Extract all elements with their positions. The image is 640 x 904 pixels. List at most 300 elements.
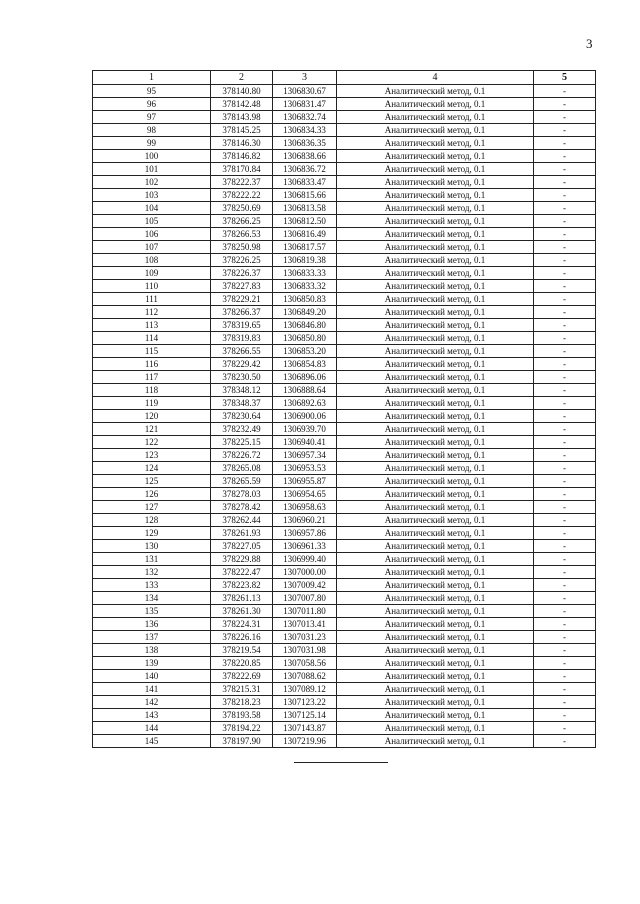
- table-header-row: [93, 71, 596, 85]
- x-coordinate-cell: 378319.83: [211, 332, 273, 345]
- note-cell: -: [534, 488, 596, 501]
- table-row: [93, 215, 596, 228]
- note-cell: -: [534, 124, 596, 137]
- table-row: [93, 605, 596, 618]
- method-cell: Аналитический метод, 0.1: [337, 553, 534, 566]
- point-number-cell: 98: [93, 124, 211, 137]
- note-cell: -: [534, 111, 596, 124]
- y-coordinate-cell: 1307031.23: [273, 631, 337, 644]
- x-coordinate-cell: 378218.23: [211, 696, 273, 709]
- x-coordinate-cell: 378232.49: [211, 423, 273, 436]
- method-cell: Аналитический метод, 0.1: [337, 319, 534, 332]
- note-cell: -: [534, 293, 596, 306]
- header-col-1: 1: [93, 71, 211, 85]
- note-cell: -: [534, 410, 596, 423]
- y-coordinate-cell: 1307009.42: [273, 579, 337, 592]
- table-row: [93, 267, 596, 280]
- x-coordinate-cell: 378222.37: [211, 176, 273, 189]
- x-coordinate-cell: 378266.55: [211, 345, 273, 358]
- table-row: [93, 189, 596, 202]
- note-cell: -: [534, 189, 596, 202]
- note-cell: -: [534, 579, 596, 592]
- x-coordinate-cell: 378265.59: [211, 475, 273, 488]
- table-row: [93, 514, 596, 527]
- x-coordinate-cell: 378170.84: [211, 163, 273, 176]
- x-coordinate-cell: 378226.16: [211, 631, 273, 644]
- point-number-cell: 144: [93, 722, 211, 735]
- point-number-cell: 115: [93, 345, 211, 358]
- header-col-2: 2: [211, 71, 273, 85]
- point-number-cell: 117: [93, 371, 211, 384]
- method-cell: Аналитический метод, 0.1: [337, 501, 534, 514]
- point-number-cell: 123: [93, 449, 211, 462]
- x-coordinate-cell: 378266.53: [211, 228, 273, 241]
- point-number-cell: 101: [93, 163, 211, 176]
- table-row: [93, 358, 596, 371]
- method-cell: Аналитический метод, 0.1: [337, 306, 534, 319]
- note-cell: -: [534, 618, 596, 631]
- note-cell: -: [534, 228, 596, 241]
- x-coordinate-cell: 378143.98: [211, 111, 273, 124]
- note-cell: -: [534, 384, 596, 397]
- method-cell: Аналитический метод, 0.1: [337, 189, 534, 202]
- point-number-cell: 122: [93, 436, 211, 449]
- method-cell: Аналитический метод, 0.1: [337, 124, 534, 137]
- y-coordinate-cell: 1307000.00: [273, 566, 337, 579]
- x-coordinate-cell: 378215.31: [211, 683, 273, 696]
- y-coordinate-cell: 1306819.38: [273, 254, 337, 267]
- page-number: 3: [586, 36, 593, 51]
- y-coordinate-cell: 1306960.21: [273, 514, 337, 527]
- point-number-cell: 139: [93, 657, 211, 670]
- table-row: [93, 592, 596, 605]
- x-coordinate-cell: 378225.15: [211, 436, 273, 449]
- x-coordinate-cell: 378146.82: [211, 150, 273, 163]
- y-coordinate-cell: 1306892.63: [273, 397, 337, 410]
- x-coordinate-cell: 378146.30: [211, 137, 273, 150]
- y-coordinate-cell: 1306833.32: [273, 280, 337, 293]
- point-number-cell: 133: [93, 579, 211, 592]
- note-cell: -: [534, 462, 596, 475]
- point-number-cell: 129: [93, 527, 211, 540]
- method-cell: Аналитический метод, 0.1: [337, 345, 534, 358]
- point-number-cell: 100: [93, 150, 211, 163]
- x-coordinate-cell: 378278.03: [211, 488, 273, 501]
- note-cell: -: [534, 397, 596, 410]
- y-coordinate-cell: 1306838.66: [273, 150, 337, 163]
- table-row: [93, 150, 596, 163]
- y-coordinate-cell: 1306954.65: [273, 488, 337, 501]
- table-row: [93, 553, 596, 566]
- y-coordinate-cell: 1307125.14: [273, 709, 337, 722]
- x-coordinate-cell: 378197.90: [211, 735, 273, 748]
- x-coordinate-cell: 378145.25: [211, 124, 273, 137]
- y-coordinate-cell: 1306854.83: [273, 358, 337, 371]
- header-col-5: 5: [534, 71, 596, 85]
- x-coordinate-cell: 378266.25: [211, 215, 273, 228]
- table-row: [93, 735, 596, 748]
- method-cell: Аналитический метод, 0.1: [337, 358, 534, 371]
- note-cell: -: [534, 319, 596, 332]
- table-row: [93, 332, 596, 345]
- point-number-cell: 111: [93, 293, 211, 306]
- point-number-cell: 120: [93, 410, 211, 423]
- note-cell: -: [534, 345, 596, 358]
- method-cell: Аналитический метод, 0.1: [337, 371, 534, 384]
- point-number-cell: 143: [93, 709, 211, 722]
- point-number-cell: 128: [93, 514, 211, 527]
- header-col-4: 4: [337, 71, 534, 85]
- y-coordinate-cell: 1306817.57: [273, 241, 337, 254]
- method-cell: Аналитический метод, 0.1: [337, 85, 534, 98]
- point-number-cell: 140: [93, 670, 211, 683]
- method-cell: Аналитический метод, 0.1: [337, 540, 534, 553]
- method-cell: Аналитический метод, 0.1: [337, 722, 534, 735]
- x-coordinate-cell: 378223.82: [211, 579, 273, 592]
- point-number-cell: 142: [93, 696, 211, 709]
- table-row: [93, 566, 596, 579]
- y-coordinate-cell: 1306940.41: [273, 436, 337, 449]
- x-coordinate-cell: 378226.25: [211, 254, 273, 267]
- y-coordinate-cell: 1306958.63: [273, 501, 337, 514]
- x-coordinate-cell: 378194.22: [211, 722, 273, 735]
- x-coordinate-cell: 378266.37: [211, 306, 273, 319]
- note-cell: -: [534, 449, 596, 462]
- y-coordinate-cell: 1306831.47: [273, 98, 337, 111]
- point-number-cell: 138: [93, 644, 211, 657]
- x-coordinate-cell: 378222.22: [211, 189, 273, 202]
- note-cell: -: [534, 176, 596, 189]
- method-cell: Аналитический метод, 0.1: [337, 579, 534, 592]
- note-cell: -: [534, 540, 596, 553]
- point-number-cell: 106: [93, 228, 211, 241]
- point-number-cell: 102: [93, 176, 211, 189]
- note-cell: -: [534, 501, 596, 514]
- note-cell: -: [534, 566, 596, 579]
- method-cell: Аналитический метод, 0.1: [337, 657, 534, 670]
- note-cell: -: [534, 371, 596, 384]
- table-row: [93, 293, 596, 306]
- note-cell: -: [534, 605, 596, 618]
- method-cell: Аналитический метод, 0.1: [337, 618, 534, 631]
- note-cell: -: [534, 267, 596, 280]
- x-coordinate-cell: 378193.58: [211, 709, 273, 722]
- method-cell: Аналитический метод, 0.1: [337, 163, 534, 176]
- note-cell: -: [534, 254, 596, 267]
- y-coordinate-cell: 1306939.70: [273, 423, 337, 436]
- point-number-cell: 105: [93, 215, 211, 228]
- note-cell: -: [534, 150, 596, 163]
- table-row: [93, 306, 596, 319]
- table-row: [93, 462, 596, 475]
- note-cell: -: [534, 644, 596, 657]
- point-number-cell: 126: [93, 488, 211, 501]
- table-row: [93, 228, 596, 241]
- method-cell: Аналитический метод, 0.1: [337, 332, 534, 345]
- note-cell: -: [534, 670, 596, 683]
- note-cell: -: [534, 137, 596, 150]
- y-coordinate-cell: 1306836.35: [273, 137, 337, 150]
- table-row: [93, 124, 596, 137]
- method-cell: Аналитический метод, 0.1: [337, 98, 534, 111]
- y-coordinate-cell: 1306846.80: [273, 319, 337, 332]
- method-cell: Аналитический метод, 0.1: [337, 254, 534, 267]
- x-coordinate-cell: 378220.85: [211, 657, 273, 670]
- table-row: [93, 241, 596, 254]
- y-coordinate-cell: 1306957.34: [273, 449, 337, 462]
- y-coordinate-cell: 1307089.12: [273, 683, 337, 696]
- method-cell: Аналитический метод, 0.1: [337, 410, 534, 423]
- point-number-cell: 134: [93, 592, 211, 605]
- method-cell: Аналитический метод, 0.1: [337, 150, 534, 163]
- x-coordinate-cell: 378250.98: [211, 241, 273, 254]
- x-coordinate-cell: 378224.31: [211, 618, 273, 631]
- x-coordinate-cell: 378226.37: [211, 267, 273, 280]
- y-coordinate-cell: 1307031.98: [273, 644, 337, 657]
- y-coordinate-cell: 1306953.53: [273, 462, 337, 475]
- method-cell: Аналитический метод, 0.1: [337, 527, 534, 540]
- table-row: [93, 670, 596, 683]
- header-col-3: 3: [273, 71, 337, 85]
- table-row: [93, 579, 596, 592]
- method-cell: Аналитический метод, 0.1: [337, 202, 534, 215]
- table-row: [93, 488, 596, 501]
- method-cell: Аналитический метод, 0.1: [337, 683, 534, 696]
- note-cell: -: [534, 735, 596, 748]
- y-coordinate-cell: 1306888.64: [273, 384, 337, 397]
- y-coordinate-cell: 1307011.80: [273, 605, 337, 618]
- note-cell: -: [534, 527, 596, 540]
- point-number-cell: 132: [93, 566, 211, 579]
- method-cell: Аналитический метод, 0.1: [337, 462, 534, 475]
- table-row: [93, 722, 596, 735]
- x-coordinate-cell: 378229.21: [211, 293, 273, 306]
- x-coordinate-cell: 378142.48: [211, 98, 273, 111]
- table-row: [93, 423, 596, 436]
- point-number-cell: 130: [93, 540, 211, 553]
- x-coordinate-cell: 378229.42: [211, 358, 273, 371]
- table-row: [93, 111, 596, 124]
- note-cell: -: [534, 215, 596, 228]
- note-cell: -: [534, 423, 596, 436]
- point-number-cell: 112: [93, 306, 211, 319]
- x-coordinate-cell: 378222.69: [211, 670, 273, 683]
- x-coordinate-cell: 378265.08: [211, 462, 273, 475]
- method-cell: Аналитический метод, 0.1: [337, 488, 534, 501]
- note-cell: -: [534, 241, 596, 254]
- point-number-cell: 99: [93, 137, 211, 150]
- footer-divider: [294, 762, 388, 763]
- note-cell: -: [534, 631, 596, 644]
- y-coordinate-cell: 1307088.62: [273, 670, 337, 683]
- note-cell: -: [534, 98, 596, 111]
- method-cell: Аналитический метод, 0.1: [337, 176, 534, 189]
- point-number-cell: 103: [93, 189, 211, 202]
- y-coordinate-cell: 1306830.67: [273, 85, 337, 98]
- point-number-cell: 119: [93, 397, 211, 410]
- y-coordinate-cell: 1306853.20: [273, 345, 337, 358]
- point-number-cell: 127: [93, 501, 211, 514]
- note-cell: -: [534, 358, 596, 371]
- method-cell: Аналитический метод, 0.1: [337, 293, 534, 306]
- table-row: [93, 436, 596, 449]
- table-row: [93, 540, 596, 553]
- x-coordinate-cell: 378278.42: [211, 501, 273, 514]
- point-number-cell: 114: [93, 332, 211, 345]
- x-coordinate-cell: 378261.30: [211, 605, 273, 618]
- note-cell: -: [534, 163, 596, 176]
- note-cell: -: [534, 280, 596, 293]
- table-row: [93, 657, 596, 670]
- table-row: [93, 501, 596, 514]
- method-cell: Аналитический метод, 0.1: [337, 111, 534, 124]
- y-coordinate-cell: 1306957.86: [273, 527, 337, 540]
- table-row: [93, 98, 596, 111]
- method-cell: Аналитический метод, 0.1: [337, 215, 534, 228]
- y-coordinate-cell: 1306834.33: [273, 124, 337, 137]
- table-row: [93, 280, 596, 293]
- x-coordinate-cell: 378140.80: [211, 85, 273, 98]
- method-cell: Аналитический метод, 0.1: [337, 592, 534, 605]
- x-coordinate-cell: 378348.12: [211, 384, 273, 397]
- y-coordinate-cell: 1306833.33: [273, 267, 337, 280]
- method-cell: Аналитический метод, 0.1: [337, 475, 534, 488]
- note-cell: -: [534, 202, 596, 215]
- y-coordinate-cell: 1307143.87: [273, 722, 337, 735]
- table-row: [93, 475, 596, 488]
- table-row: [93, 202, 596, 215]
- x-coordinate-cell: 378262.44: [211, 514, 273, 527]
- note-cell: -: [534, 306, 596, 319]
- y-coordinate-cell: 1306850.80: [273, 332, 337, 345]
- x-coordinate-cell: 378219.54: [211, 644, 273, 657]
- note-cell: -: [534, 592, 596, 605]
- point-number-cell: 136: [93, 618, 211, 631]
- y-coordinate-cell: 1307219.96: [273, 735, 337, 748]
- point-number-cell: 118: [93, 384, 211, 397]
- note-cell: -: [534, 709, 596, 722]
- point-number-cell: 95: [93, 85, 211, 98]
- table-row: [93, 371, 596, 384]
- y-coordinate-cell: 1307007.80: [273, 592, 337, 605]
- coordinates-table: [92, 70, 596, 748]
- method-cell: Аналитический метод, 0.1: [337, 449, 534, 462]
- point-number-cell: 108: [93, 254, 211, 267]
- table-row: [93, 384, 596, 397]
- x-coordinate-cell: 378261.13: [211, 592, 273, 605]
- y-coordinate-cell: 1306816.49: [273, 228, 337, 241]
- note-cell: -: [534, 436, 596, 449]
- y-coordinate-cell: 1307123.22: [273, 696, 337, 709]
- point-number-cell: 107: [93, 241, 211, 254]
- note-cell: -: [534, 696, 596, 709]
- method-cell: Аналитический метод, 0.1: [337, 605, 534, 618]
- table-body: [93, 85, 596, 748]
- method-cell: Аналитический метод, 0.1: [337, 137, 534, 150]
- y-coordinate-cell: 1306900.06: [273, 410, 337, 423]
- method-cell: Аналитический метод, 0.1: [337, 709, 534, 722]
- method-cell: Аналитический метод, 0.1: [337, 670, 534, 683]
- note-cell: -: [534, 722, 596, 735]
- y-coordinate-cell: 1306836.72: [273, 163, 337, 176]
- method-cell: Аналитический метод, 0.1: [337, 566, 534, 579]
- point-number-cell: 125: [93, 475, 211, 488]
- point-number-cell: 131: [93, 553, 211, 566]
- note-cell: -: [534, 683, 596, 696]
- method-cell: Аналитический метод, 0.1: [337, 267, 534, 280]
- table-row: [93, 631, 596, 644]
- note-cell: -: [534, 85, 596, 98]
- x-coordinate-cell: 378261.93: [211, 527, 273, 540]
- x-coordinate-cell: 378230.64: [211, 410, 273, 423]
- table-row: [93, 137, 596, 150]
- table-row: [93, 319, 596, 332]
- y-coordinate-cell: 1306813.58: [273, 202, 337, 215]
- point-number-cell: 124: [93, 462, 211, 475]
- method-cell: Аналитический метод, 0.1: [337, 423, 534, 436]
- x-coordinate-cell: 378348.37: [211, 397, 273, 410]
- point-number-cell: 141: [93, 683, 211, 696]
- x-coordinate-cell: 378227.05: [211, 540, 273, 553]
- point-number-cell: 121: [93, 423, 211, 436]
- point-number-cell: 109: [93, 267, 211, 280]
- table-row: [93, 644, 596, 657]
- point-number-cell: 113: [93, 319, 211, 332]
- x-coordinate-cell: 378227.83: [211, 280, 273, 293]
- note-cell: -: [534, 475, 596, 488]
- method-cell: Аналитический метод, 0.1: [337, 644, 534, 657]
- note-cell: -: [534, 514, 596, 527]
- x-coordinate-cell: 378319.65: [211, 319, 273, 332]
- x-coordinate-cell: 378250.69: [211, 202, 273, 215]
- y-coordinate-cell: 1306955.87: [273, 475, 337, 488]
- method-cell: Аналитический метод, 0.1: [337, 631, 534, 644]
- y-coordinate-cell: 1306812.50: [273, 215, 337, 228]
- method-cell: Аналитический метод, 0.1: [337, 228, 534, 241]
- note-cell: -: [534, 657, 596, 670]
- x-coordinate-cell: 378229.88: [211, 553, 273, 566]
- method-cell: Аналитический метод, 0.1: [337, 397, 534, 410]
- note-cell: -: [534, 553, 596, 566]
- point-number-cell: 145: [93, 735, 211, 748]
- point-number-cell: 104: [93, 202, 211, 215]
- method-cell: Аналитический метод, 0.1: [337, 514, 534, 527]
- y-coordinate-cell: 1307013.41: [273, 618, 337, 631]
- point-number-cell: 116: [93, 358, 211, 371]
- table-row: [93, 163, 596, 176]
- method-cell: Аналитический метод, 0.1: [337, 241, 534, 254]
- table-row: [93, 449, 596, 462]
- table-row: [93, 254, 596, 267]
- y-coordinate-cell: 1307058.56: [273, 657, 337, 670]
- method-cell: Аналитический метод, 0.1: [337, 436, 534, 449]
- point-number-cell: 110: [93, 280, 211, 293]
- table-row: [93, 683, 596, 696]
- x-coordinate-cell: 378222.47: [211, 566, 273, 579]
- y-coordinate-cell: 1306849.20: [273, 306, 337, 319]
- table-row: [93, 176, 596, 189]
- y-coordinate-cell: 1306833.47: [273, 176, 337, 189]
- y-coordinate-cell: 1306999.40: [273, 553, 337, 566]
- method-cell: Аналитический метод, 0.1: [337, 696, 534, 709]
- point-number-cell: 137: [93, 631, 211, 644]
- method-cell: Аналитический метод, 0.1: [337, 384, 534, 397]
- point-number-cell: 96: [93, 98, 211, 111]
- table-row: [93, 618, 596, 631]
- table-row: [93, 410, 596, 423]
- table-row: [93, 85, 596, 98]
- table-row: [93, 527, 596, 540]
